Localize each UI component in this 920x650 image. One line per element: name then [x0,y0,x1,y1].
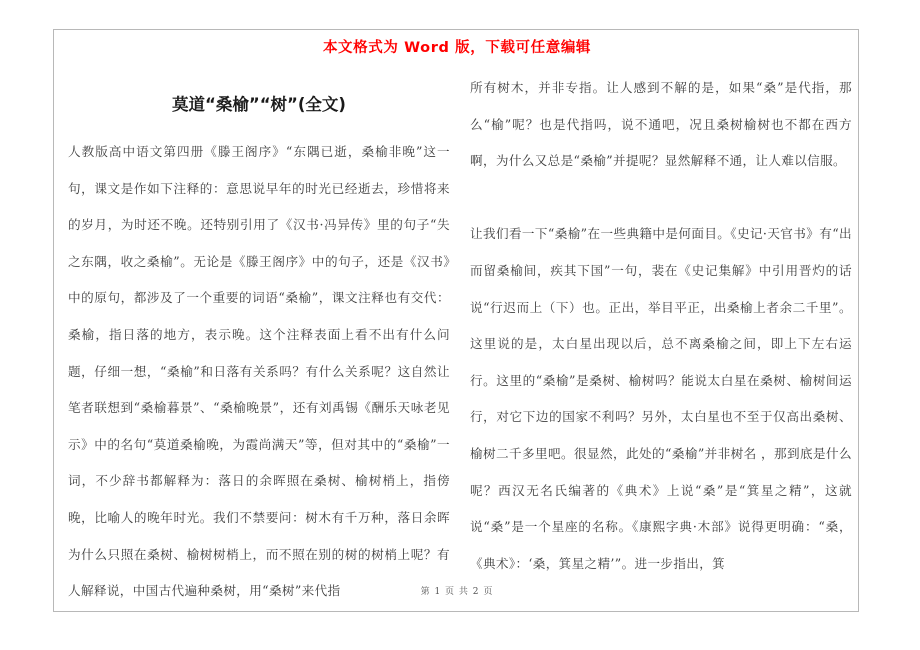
word-version-notice: 本文格式为 Word 版，下载可任意编辑 [322,40,592,56]
page-number: 第 1 页 共 2 页 [420,587,494,597]
paragraph: 所有树木，并非专指。让人感到不解的是，如果“桑”是代指，那么“榆”呢？也是代指吗，说不通吧，况且桑树榆树也不都在西方啊，为什么又总是“桑榆”并提呢？显然解释不通，让人难以信服。 [470,80,852,169]
paragraph: 人教版高中语文第四册《滕王阁序》“东隅已逝，桑榆非晚”这一句，课文是作如下注释的：意思说早年的时光已经逝去，珍惜将来的岁月，为时还不晚。还特别引用了《汉书·冯异传》里的句子“失之东隅，收之桑榆”。无论是《滕王阁序》中的句子，还是《汉书》中的原句，都涉及了一个重要的词语“桑榆”，课文注释也有交代：桑榆，指日落的地方，表示晚。这个注释表面上看不出有什么问题，仔细一想，“桑榆”和日落有关系吗？有什么关系呢？这自然让笔者联想到“桑榆暮景”、“桑榆晚景”，还有刘禹锡《酬乐天咏老见示》中的名句“莫道桑榆晚，为霞尚满天”等，但对其中的“桑榆”一词，不少辞书都解释为：落日的余晖照在桑树、榆树梢上，指傍晚，比喻人的晚年时光。我们不禁要问：树木有千万种，落日余晖为什么只照在桑树、榆树树梢上，而不照在别的树的树梢上呢？有人解释说，中国古代遍种桑树，用“桑树”来代指 [68,144,450,599]
column-right [470,68,852,578]
paragraph-gap [470,180,852,217]
page-frame [53,29,859,612]
column-left [68,68,450,599]
document-header [54,30,860,58]
document-footer [54,584,860,597]
paragraph: 让我们看一下“桑榆”在一些典籍中是何面目。《史记·天官书》有“出而留桑榆间，疾其下国”一句，裴在《史记集解》中引用晋灼的话说“行迟而上（下）也。正出，举目平正，出桑榆上者余二千里”。这里说的是，太白星出现以后，总不离桑榆之间，即上下左右运行。这里的“桑榆”是桑树、榆树吗？能说太白星在桑树、榆树间运行，对它下边的国家不利吗？另外，太白星也不至于仅高出桑树、榆树二千多里吧。很显然，此处的“桑榆”并非树名 ，那到底是什么呢？西汉无名氏编著的《典术》上说“桑”是“箕星之精”，这就说“桑”是一个星座的名称。《康熙字典·木部》说得更明确：“桑，《典术》：‘桑，箕星之精’”。进一步指出，箕 [470,226,852,571]
page-title: 莫道“桑榆”“树”(全文) [172,95,346,114]
